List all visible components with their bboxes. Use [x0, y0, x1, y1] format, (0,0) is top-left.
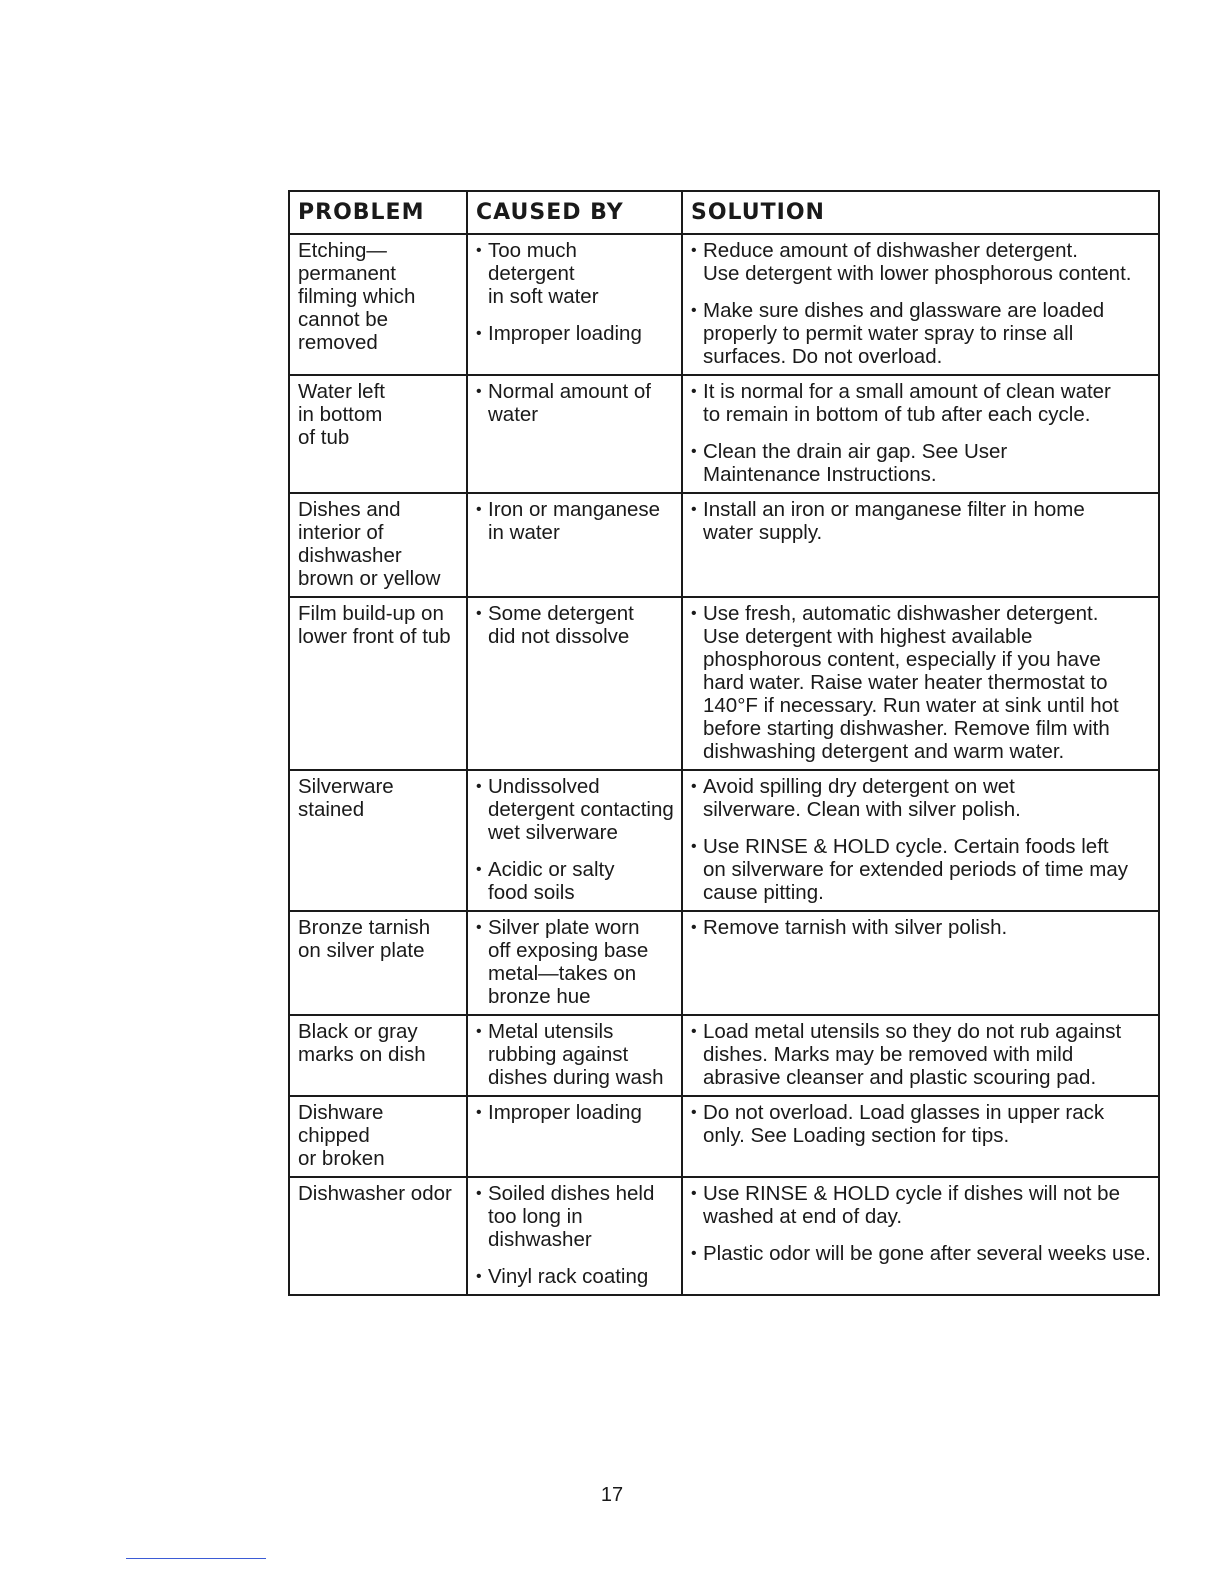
solution-text: It is normal for a small amount of clean water to remain in bottom of tub after each cycle. [703, 380, 1111, 426]
bullet-icon: • [476, 778, 482, 795]
cause-cell [468, 376, 683, 492]
bullet-icon: • [476, 1104, 482, 1121]
solution-cell [683, 1178, 1158, 1294]
bullet-icon: • [476, 501, 482, 518]
cause-text: Undissolved detergent contacting wet silverware [488, 775, 674, 844]
problem-cell: Dishwasher odor [290, 1178, 468, 1294]
solution-cell [683, 1097, 1158, 1176]
bullet-icon: • [691, 605, 697, 622]
cause-text: Some detergent did not dissolve [488, 602, 634, 648]
solution-text: Use RINSE & HOLD cycle if dishes will not be washed at end of day. [703, 1182, 1120, 1228]
cause-text: Improper loading [488, 1101, 642, 1124]
problem-cell: Etching— permanent filming which cannot be removed [290, 235, 468, 374]
problem-cell: Black or gray marks on dish [290, 1016, 468, 1095]
bullet-icon: • [476, 1185, 482, 1202]
bullet-icon: • [476, 242, 482, 259]
bullet-icon: • [691, 1023, 697, 1040]
bullet-icon: • [691, 1185, 697, 1202]
solution-text: Remove tarnish with silver polish. [703, 916, 1008, 939]
solution-item [691, 1242, 1152, 1265]
cause-item [476, 1265, 675, 1288]
cause-text: Acidic or salty food soils [488, 858, 615, 904]
problem-cell: Dishware chipped or broken [290, 1097, 468, 1176]
cause-cell [468, 494, 683, 596]
cause-cell [468, 912, 683, 1014]
solution-item [691, 498, 1152, 544]
problem-cell: Bronze tarnish on silver plate [290, 912, 468, 1014]
problem-cell: Silverware stained [290, 771, 468, 910]
cause-item [476, 239, 675, 308]
cause-item [476, 916, 675, 1008]
cause-item [476, 1020, 675, 1089]
cause-item [476, 1182, 675, 1251]
bullet-icon: • [476, 1023, 482, 1040]
bullet-icon: • [691, 443, 697, 460]
solution-cell [683, 1016, 1158, 1095]
bullet-icon: • [691, 383, 697, 400]
problem-cell: Film build-up on lower front of tub [290, 598, 468, 769]
solution-item [691, 602, 1152, 763]
solution-text: Use RINSE & HOLD cycle. Certain foods left on silverware for extended periods of time may cause pitting. [703, 835, 1129, 904]
bullet-icon: • [691, 838, 697, 855]
solution-item [691, 239, 1152, 285]
solution-cell [683, 376, 1158, 492]
bullet-icon: • [691, 778, 697, 795]
cause-cell [468, 1097, 683, 1176]
solution-text: Clean the drain air gap. See User Maintenance Instructions. [703, 440, 1008, 486]
solution-cell [683, 235, 1158, 374]
cause-cell [468, 1016, 683, 1095]
solution-cell [683, 912, 1158, 1014]
solution-text: Install an iron or manganese filter in home water supply. [703, 498, 1085, 544]
troubleshooting-table [288, 190, 1160, 1296]
cause-text: Vinyl rack coating [488, 1265, 649, 1288]
table-row [290, 1097, 1158, 1178]
table-row [290, 771, 1158, 912]
solution-item [691, 775, 1152, 821]
cause-text: Soiled dishes held too long in dishwasher [488, 1182, 655, 1251]
solution-cell [683, 598, 1158, 769]
bullet-icon: • [476, 605, 482, 622]
bullet-icon: • [476, 383, 482, 400]
table-row [290, 1016, 1158, 1097]
solution-text: Plastic odor will be gone after several weeks use. [703, 1242, 1151, 1265]
header-problem: PROBLEM [290, 192, 468, 233]
solution-text: Reduce amount of dishwasher detergent. Use detergent with lower phosphorous content. [703, 239, 1132, 285]
cause-cell [468, 598, 683, 769]
cause-text: Normal amount of water [488, 380, 651, 426]
bullet-icon: • [691, 501, 697, 518]
table-row [290, 912, 1158, 1016]
cause-text: Improper loading [488, 322, 642, 345]
bullet-icon: • [476, 1268, 482, 1285]
table-row [290, 1178, 1158, 1294]
cause-cell [468, 235, 683, 374]
bullet-icon: • [691, 302, 697, 319]
cause-cell [468, 1178, 683, 1294]
bullet-icon: • [691, 1104, 697, 1121]
cause-item [476, 498, 675, 544]
solution-item [691, 835, 1152, 904]
solution-item [691, 1020, 1152, 1089]
cause-cell [468, 771, 683, 910]
solution-cell [683, 771, 1158, 910]
solution-item [691, 380, 1152, 426]
bullet-icon: • [691, 242, 697, 259]
header-caused-by: CAUSED BY [468, 192, 683, 233]
table-row [290, 376, 1158, 494]
cause-text: Iron or manganese in water [488, 498, 661, 544]
bullet-icon: • [691, 1245, 697, 1262]
bullet-icon: • [476, 325, 482, 342]
solution-text: Make sure dishes and glassware are loaded properly to permit water spray to rinse all surfaces. Do not overload. [703, 299, 1105, 368]
solution-text: Avoid spilling dry detergent on wet silverware. Clean with silver polish. [703, 775, 1021, 821]
table-row [290, 598, 1158, 771]
page-number: 17 [600, 1484, 624, 1506]
cause-text: Too much detergent in soft water [488, 239, 599, 308]
solution-text: Use fresh, automatic dishwasher detergent. Use detergent with highest available phosphorous content, especially if you have hard water. Raise water heater thermostat to 140°F if necessary. Run water at sink until hot before starting dishwasher. Remove film with dishwashing detergent and warm water. [703, 602, 1119, 763]
cause-item [476, 380, 675, 426]
cause-text: Metal utensils rubbing against dishes during wash [488, 1020, 664, 1089]
footer-rule [126, 1558, 266, 1559]
solution-item [691, 1101, 1152, 1147]
solution-text: Do not overload. Load glasses in upper rack only. See Loading section for tips. [703, 1101, 1105, 1147]
cause-item [476, 858, 675, 904]
bullet-icon: • [476, 919, 482, 936]
cause-item [476, 1101, 675, 1124]
table-body [290, 235, 1158, 1294]
table-row [290, 494, 1158, 598]
table-row [290, 235, 1158, 376]
solution-item [691, 916, 1152, 939]
solution-item [691, 299, 1152, 368]
header-solution: SOLUTION [691, 200, 825, 225]
cause-text: Silver plate worn off exposing base metal—takes on bronze hue [488, 916, 649, 1008]
solution-text: Load metal utensils so they do not rub against dishes. Marks may be removed with mild abrasive cleanser and plastic scouring pad. [703, 1020, 1122, 1089]
solution-item [691, 1182, 1152, 1228]
table-header-row [290, 192, 1158, 235]
bullet-icon: • [476, 861, 482, 878]
problem-cell: Water left in bottom of tub [290, 376, 468, 492]
cause-item [476, 775, 675, 844]
solution-item [691, 440, 1152, 486]
solution-cell [683, 494, 1158, 596]
cause-item [476, 322, 675, 345]
cause-item [476, 602, 675, 648]
bullet-icon: • [691, 919, 697, 936]
problem-cell: Dishes and interior of dishwasher brown or yellow [290, 494, 468, 596]
